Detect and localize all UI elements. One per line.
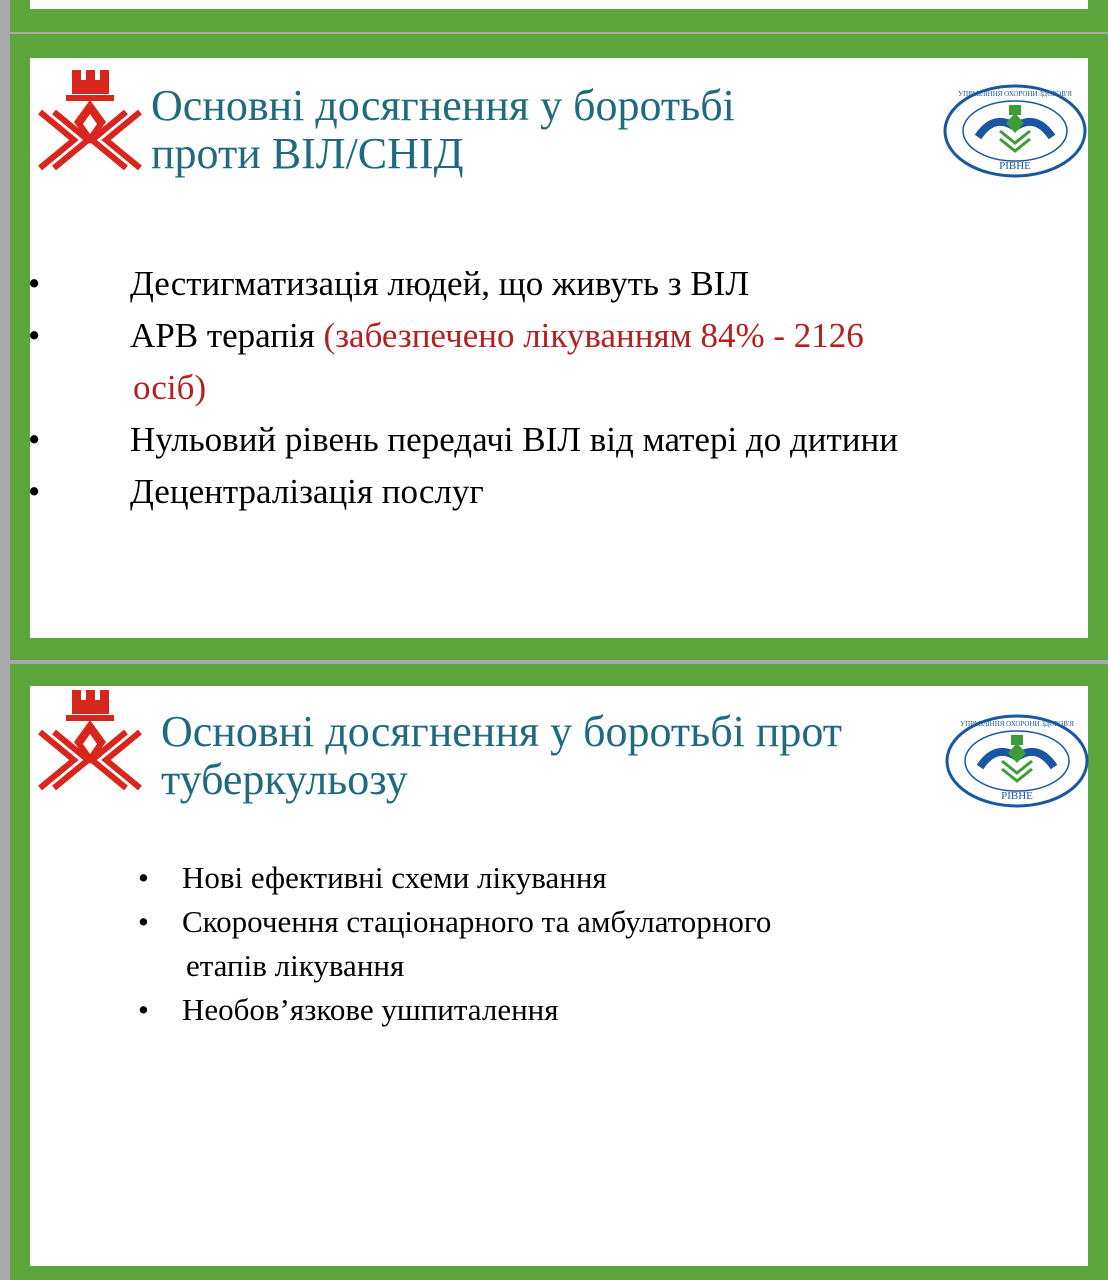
seal-arc-label: УПРАВЛІННЯ ОХОРОНИ ЗДОРОВ'Я xyxy=(958,90,1072,98)
slide-tb-bullet-list xyxy=(30,856,771,1032)
bullet-text: Децентралізація послуг xyxy=(130,472,484,511)
list-item xyxy=(30,310,898,414)
bullet-highlight-text-continued: осіб) xyxy=(133,368,207,407)
bullet-marker: • xyxy=(28,264,41,303)
bullet-text: Дестигматизація людей, що живуть з ВІЛ xyxy=(130,264,750,303)
previous-slide-content xyxy=(30,0,1088,9)
slide-hiv xyxy=(10,34,1108,660)
bullet-marker: • xyxy=(138,904,149,939)
seal-city-label: РІВНЕ xyxy=(999,160,1031,172)
list-item xyxy=(30,258,898,310)
bullet-highlight-text: (забезпечено лікуванням 84% - 2126 xyxy=(323,316,864,355)
bullet-marker: • xyxy=(138,992,149,1027)
slide-tb-title xyxy=(161,708,941,805)
bullet-text: Скорочення стаціонарного та амбулаторного xyxy=(182,904,772,939)
health-department-seal-icon xyxy=(944,713,1090,809)
slide-hiv-title xyxy=(151,82,735,179)
slide-tb-title-line2: туберкульозу xyxy=(161,755,408,805)
seal-arc-label: УПРАВЛІННЯ ОХОРОНИ ЗДОРОВ'Я xyxy=(960,720,1074,728)
bullet-text: Нові ефективні схеми лікування xyxy=(182,860,607,895)
bullet-marker: • xyxy=(138,860,149,895)
seal-city-label: РІВНЕ xyxy=(1001,790,1033,802)
bullet-text: Нульовий рівень передачі ВІЛ від матері до дитини xyxy=(130,420,899,459)
slide-tb xyxy=(10,664,1108,1280)
list-item xyxy=(30,988,771,1032)
slide-hiv-content xyxy=(30,58,1088,638)
slide-tb-title-line1: Основні досягнення у боротьбі прот xyxy=(161,707,843,756)
bullet-marker: • xyxy=(28,316,41,355)
previous-slide-fragment xyxy=(10,0,1108,32)
bullet-text: Необов’язкове ушпиталення xyxy=(182,992,559,1027)
bullet-marker: • xyxy=(28,472,41,511)
list-item xyxy=(30,466,898,518)
rivne-emblem-icon xyxy=(34,690,146,802)
bullet-marker: • xyxy=(28,420,41,459)
health-department-seal-icon xyxy=(942,83,1088,179)
list-item xyxy=(30,414,898,466)
rivne-emblem-icon xyxy=(34,70,146,182)
slide-hiv-title-line2: проти ВІЛ/СНІД xyxy=(151,129,464,179)
list-item xyxy=(30,900,771,988)
slide-hiv-title-line1: Основні досягнення у боротьбі xyxy=(151,81,735,130)
bullet-text-continued: етапів лікування xyxy=(186,948,405,983)
list-item xyxy=(30,856,771,900)
bullet-text: АРВ терапія xyxy=(130,316,324,355)
slide-hiv-bullet-list xyxy=(30,258,898,518)
slide-tb-content xyxy=(30,686,1088,1266)
